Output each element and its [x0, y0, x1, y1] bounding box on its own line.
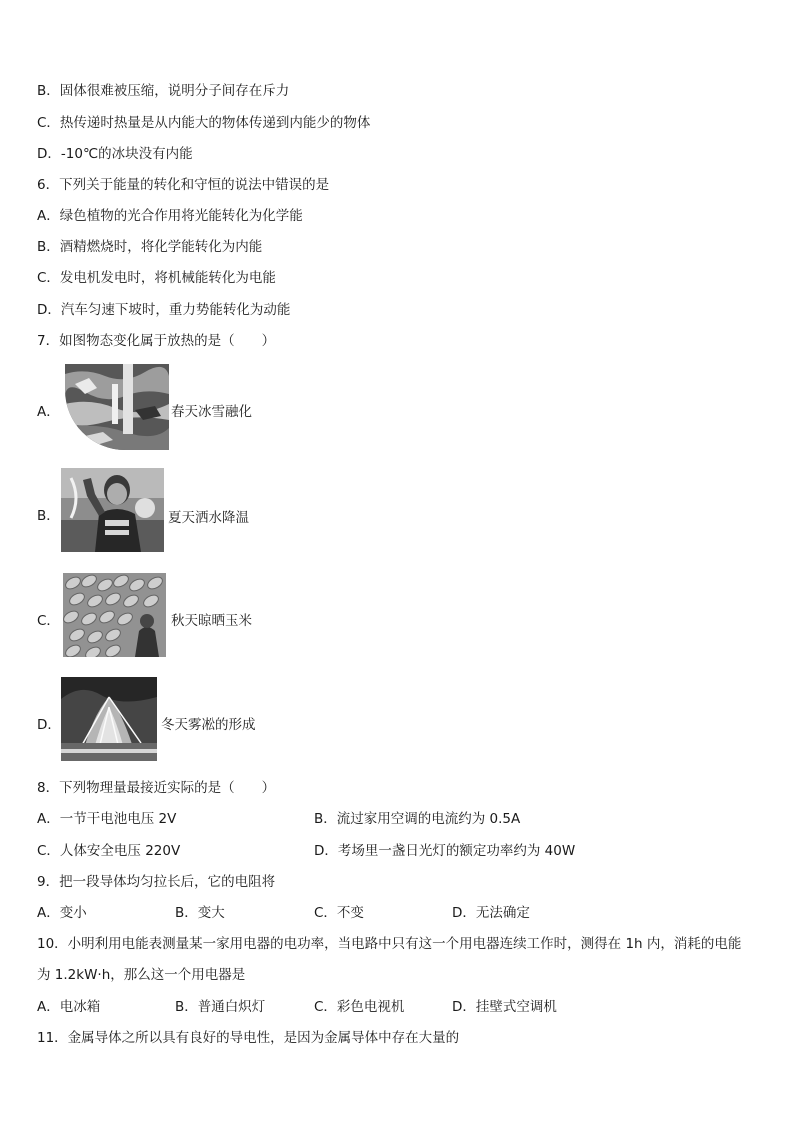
q9-options: [37, 904, 767, 922]
q10-stem-line2: 为 1.2kW·h，那么这一个用电器是: [37, 967, 246, 983]
q10-options: [37, 998, 767, 1016]
q7-option-d: [37, 677, 337, 763]
q10-option-c: C．彩色电视机: [314, 999, 405, 1015]
q6-option-a: A．绿色植物的光合作用将光能转化为化学能: [37, 208, 303, 224]
q9-option-a: A．变小: [37, 905, 87, 921]
q7-option-a: [37, 364, 337, 452]
q9-option-b: B．变大: [175, 905, 225, 921]
q6-option-d: D．汽车匀速下坡时，重力势能转化为动能: [37, 302, 291, 318]
q7-option-b: [37, 468, 337, 554]
q10-option-b: B．普通白炽灯: [175, 999, 266, 1015]
q8-option-a: A．一节干电池电压 2V: [37, 811, 177, 827]
q9-option-d: D．无法确定: [452, 905, 530, 921]
q9-option-c: C．不变: [314, 905, 364, 921]
q8-options-row1: [37, 810, 767, 828]
q10-option-d: D．挂壁式空调机: [452, 999, 557, 1015]
option-caption: 冬天雾凇的形成: [161, 717, 256, 733]
rime-frost-photo: [61, 677, 157, 761]
q8-option-d: D．考场里一盏日光灯的额定功率约为 40W: [314, 843, 576, 859]
q8-option-b: B．流过家用空调的电流约为 0.5A: [314, 811, 521, 827]
melting-ice-photo: [65, 364, 169, 450]
q6-option-c: C．发电机发电时，将机械能转化为电能: [37, 270, 276, 286]
q10-option-a: A．电冰箱: [37, 999, 101, 1015]
q7-stem: 7．如图物态变化属于放热的是（ ）: [37, 333, 276, 349]
option-letter: B．: [37, 508, 60, 524]
option-letter: C．: [37, 613, 60, 629]
q11-stem: 11．金属导体之所以具有良好的导电性，是因为金属导体中存在大量的: [37, 1030, 460, 1046]
drying-corn-photo: [63, 573, 166, 657]
option-caption: 春天冰雪融化: [171, 404, 252, 420]
q6-stem: 6．下列关于能量的转化和守恒的说法中错误的是: [37, 177, 330, 193]
option-letter: D．: [37, 717, 61, 733]
q8-option-c: C．人体安全电压 220V: [37, 843, 181, 859]
q9-stem: 9．把一段导体均匀拉长后，它的电阻将: [37, 874, 276, 890]
q8-stem: 8．下列物理量最接近实际的是（ ）: [37, 780, 276, 796]
q10-stem-line1: 10．小明利用电能表测量某一家用电器的电功率，当电路中只有这一个用电器连续工作时，测得在 1h 内，消耗的电能: [37, 936, 742, 952]
q7-option-c: [37, 573, 337, 659]
option-caption: 秋天晾晒玉米: [171, 613, 252, 629]
option-caption: 夏天洒水降温: [168, 510, 249, 526]
option-letter: A．: [37, 404, 60, 420]
q5-option-b: B．固体很难被压缩，说明分子间存在斥力: [37, 83, 290, 99]
q5-option-c: C．热传递时热量是从内能大的物体传递到内能少的物体: [37, 115, 371, 131]
water-spraying-photo: [61, 468, 164, 552]
q8-options-row2: [37, 842, 767, 860]
q5-option-d: D．-10℃的冰块没有内能: [37, 146, 193, 162]
q6-option-b: B．酒精燃烧时，将化学能转化为内能: [37, 239, 263, 255]
